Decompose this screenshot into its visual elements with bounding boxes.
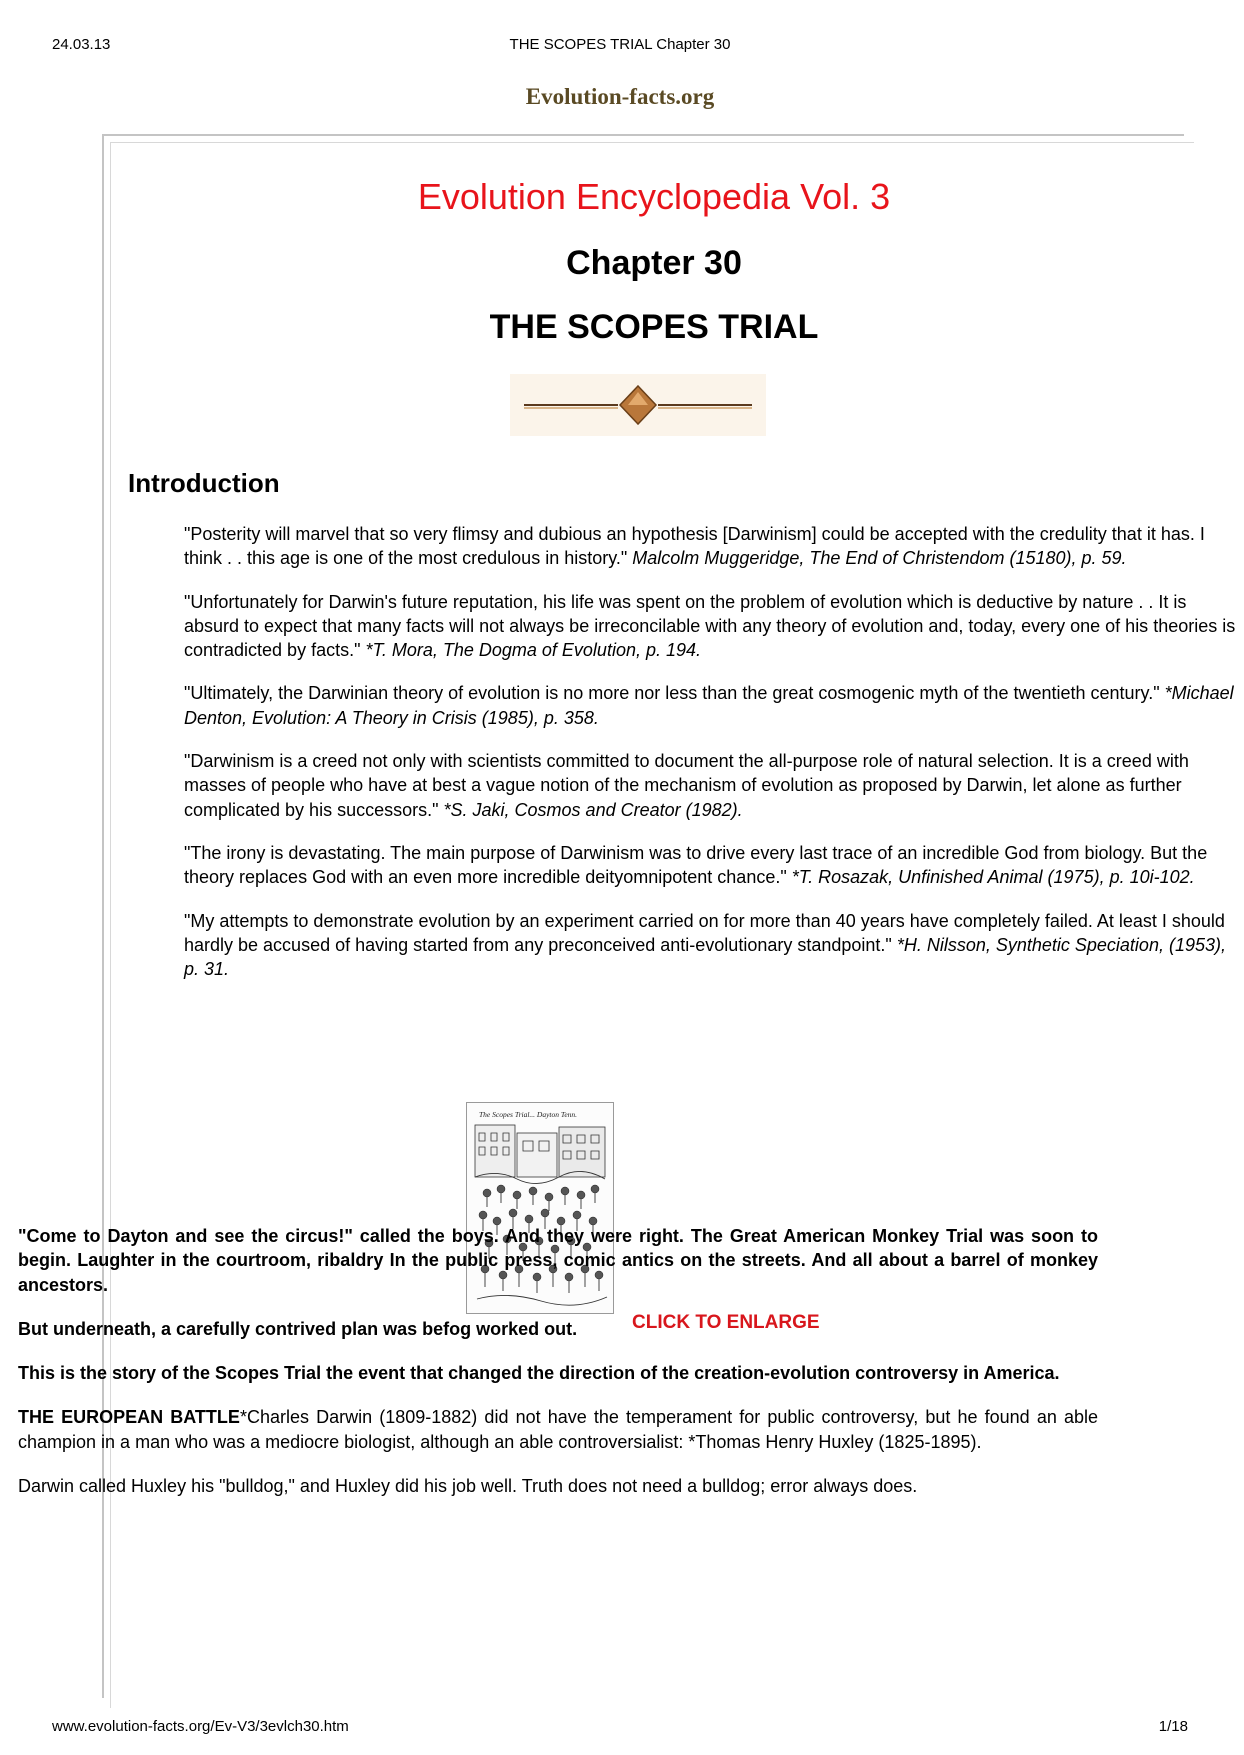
body-paragraph [18,1405,1098,1454]
article-body [18,1224,1098,1518]
ornamental-divider-icon [510,374,766,441]
body-paragraph: Darwin called Huxley his "bulldog," and Huxley did his job well. Truth does not need a bulldog; error always does. [18,1476,918,1497]
introduction-heading: Introduction [128,468,280,498]
quote-text: "My attempts to demonstrate evolution by an experiment carried on for more than 40 years have completely failed. At least I should hardly be accused of having started from any preconceived anti-evolutionary standpoint." [184,910,1225,955]
body-paragraph: "Come to Dayton and see the circus!" called the boys. And they were right. The Great American Monkey Trial was soon to begin. Laughter in the courtroom, ribaldry In the public press, comic antics on the streets. And all about a barrel of monkey ancestors. [18,1226,1098,1295]
quote [184,681,1244,730]
body-paragraph: This is the story of the Scopes Trial the event that changed the direction of the creation-evolution controversy in America. [18,1363,1060,1384]
quote [184,590,1244,663]
quote-text: "Darwinism is a creed not only with scientists committed to document the all-purpose role of natural selection. It is a creed with masses of people who have at best a vague notion of the mechanism of evolution as proposed by Darwin, let alone as further complicated by his successors." [184,751,1189,820]
quote-source: Malcolm Muggeridge, The End of Christendom (15180), p. 59. [632,548,1127,569]
quote-text: "Posterity will marvel that so very flimsy and dubious an hypothesis [Darwinism] could be accepted with the credulity that it has. I think . . this age is one of the most credulous in history." [184,524,1205,569]
click-to-enlarge-link[interactable]: CLICK TO ENLARGE [632,1312,820,1333]
body-paragraph: But underneath, a carefully contrived plan was befog worked out. [18,1318,578,1339]
quote [184,749,1244,822]
quote [184,841,1244,890]
quote-text: "Unfortunately for Darwin's future reputation, his life was spent on the problem of evolution which is deductive by nature . . It is absurd to expect that many facts will not always be irreconcilable with any theory of evolution and, today, every one of his theories is contradicted by facts." [184,591,1236,661]
quote-text: "The irony is devastating. The main purpose of Darwinism was to drive every last trace of an incredible God from biology. But the theory replaces God with an even more incredible deityomnipotent chance." [184,842,1208,888]
quote-source: *T. Rosazak, Unfinished Animal (1975), p. 10i-102. [791,867,1195,888]
cartoon-caption: The Scopes Trial... Dayton Tenn. [479,1110,578,1119]
body-paragraph-text: *Charles Darwin (1809-1882) did not have the temperament for public controversy, but he found an able champion in a man who was a mediocre biologist, although an able controversialist: *Thomas Henry Huxley (1825-1895). [18,1407,1098,1452]
print-title: THE SCOPES TRIAL Chapter 30 [509,36,731,53]
quote [184,522,1244,571]
chapter-heading: Chapter 30 [566,244,742,282]
print-page-number: 1/18 [1158,1718,1188,1735]
quote-text: "Ultimately, the Darwinian theory of evolution is no more nor less than the great cosmogenic myth of the twentieth century." [184,683,1160,704]
quote-source: *H. Nilsson, Synthetic Speciation, (1953), p. 31. [184,934,1226,980]
print-date: 24.03.13 [52,36,111,53]
quote [184,909,1244,982]
quote-source: *Michael Denton, Evolution: A Theory in Crisis (1985), p. 358. [184,683,1234,728]
site-name[interactable]: Evolution-facts.org [525,84,715,109]
quote-source: *T. Mora, The Dogma of Evolution, p. 194. [365,640,702,661]
chapter-title: THE SCOPES TRIAL [489,308,819,346]
quote-list [184,522,1244,1000]
print-url: www.evolution-facts.org/Ev-V3/3evlch30.htm [52,1718,349,1735]
volume-heading: Evolution Encyclopedia Vol. 3 [417,176,891,217]
section-lead: THE EUROPEAN BATTLE [18,1407,240,1428]
quote-source: *S. Jaki, Cosmos and Creator (1982). [443,799,743,820]
